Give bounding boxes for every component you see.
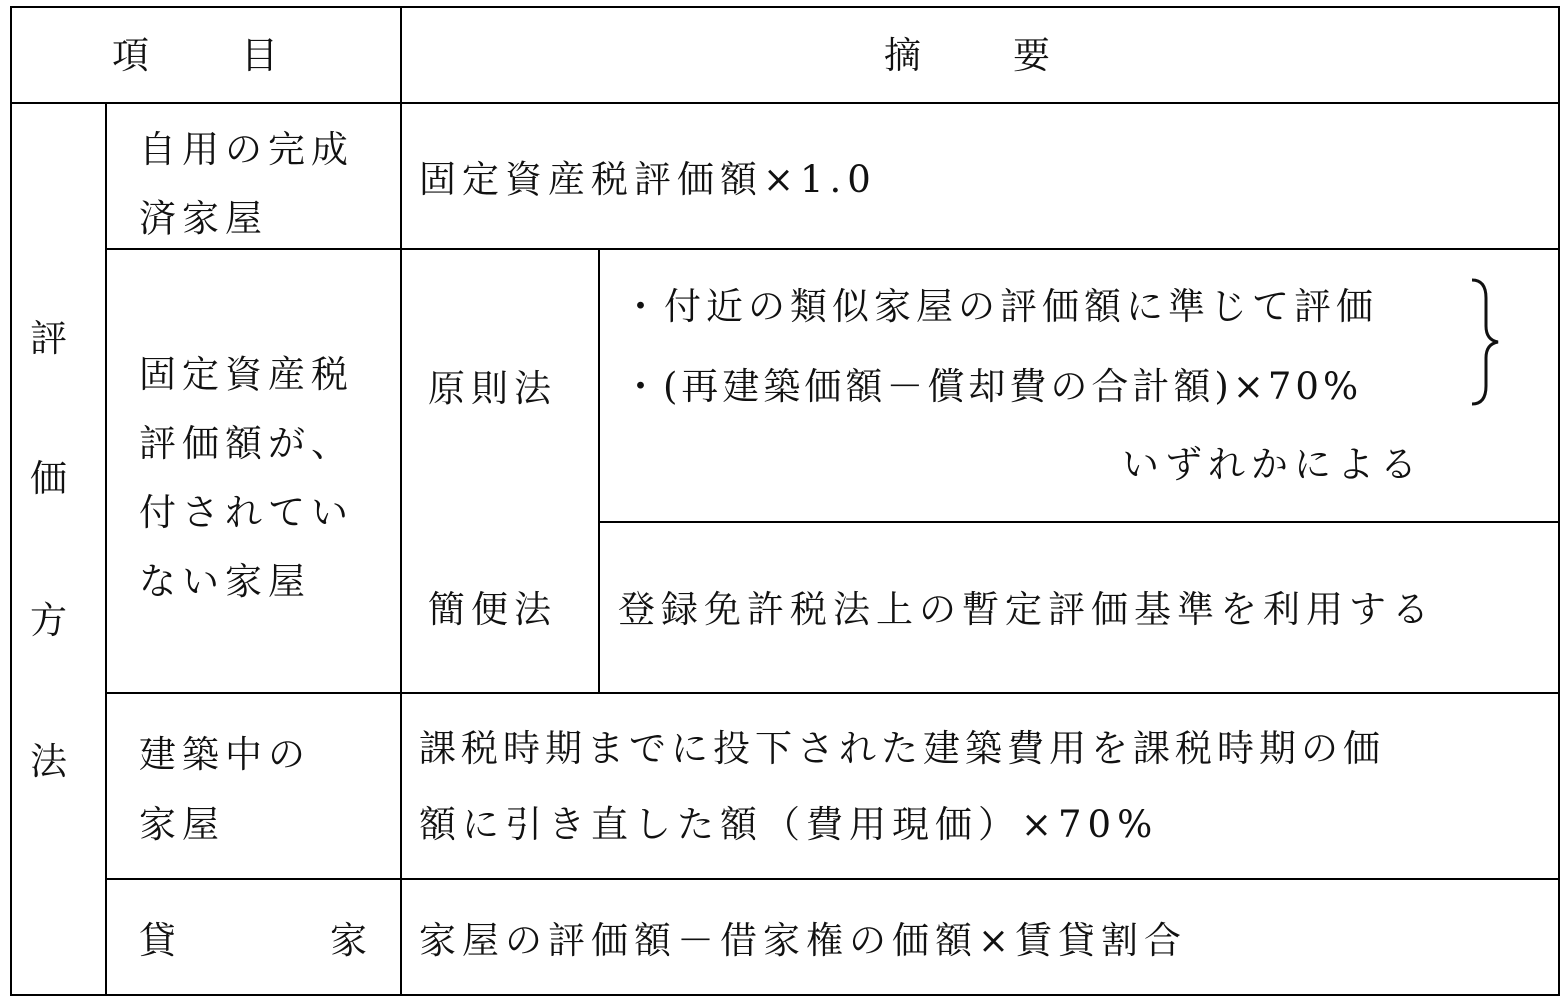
row-divider-3 (105, 878, 1560, 880)
item-self-use-line1: 自用の完成 (139, 128, 354, 171)
principle-line3: いずれかによる (1122, 443, 1423, 486)
header-divider (10, 102, 1560, 104)
method-principle-label: 原則法 (428, 367, 557, 410)
method-simplified-label: 簡便法 (428, 588, 557, 631)
item-no-assessment-line: 評価額が、 (139, 422, 354, 465)
summary-under-construction-line1: 課税時期までに投下された建築費用を課税時期の価 (419, 727, 1385, 770)
principle-line1: ・付近の類似家屋の評価額に準じて評価 (622, 285, 1378, 328)
item-no-assessment-line: 固定資産税 (139, 353, 354, 396)
side-label-char: 法 (30, 740, 73, 783)
item-no-assessment-line: 付されてい (139, 491, 354, 534)
principle-line2: ・(再建築価額－償却費の合計額)×70% (622, 365, 1363, 408)
table-border-right (1558, 6, 1560, 996)
header-item: 項 目 (112, 34, 284, 77)
item-under-construction-line2: 家屋 (139, 803, 225, 846)
row-divider-1 (105, 248, 1560, 250)
side-label-char: 方 (30, 599, 73, 642)
item-rental-right: 家 (330, 919, 373, 962)
summary-rental: 家屋の評価額－借家権の価額×賃貸割合 (419, 919, 1188, 962)
side-label-char: 評 (30, 317, 73, 360)
side-label-char: 価 (30, 457, 73, 500)
summary-under-construction-line2: 額に引き直した額（費用現価）×70% (419, 803, 1159, 846)
item-under-construction-line1: 建築中の (139, 733, 311, 776)
item-self-use-line2: 済家屋 (139, 197, 268, 240)
row-divider-2 (105, 692, 1560, 694)
item-rental-left: 貸 (139, 919, 182, 962)
table-border-left (10, 6, 12, 996)
column-divider-item (400, 6, 402, 996)
table-border-top (10, 6, 1560, 8)
right-brace-icon (1466, 276, 1506, 408)
table-border-bottom (10, 994, 1560, 996)
simplified-summary: 登録免許税法上の暫定評価基準を利用する (618, 588, 1435, 631)
item-no-assessment-line: ない家屋 (139, 560, 311, 603)
summary-self-use: 固定資産税評価額×1.0 (419, 158, 877, 201)
row-divider-principle (598, 521, 1560, 523)
column-divider-side (105, 102, 107, 996)
column-divider-method (598, 248, 600, 694)
header-summary: 摘 要 (884, 34, 1056, 77)
